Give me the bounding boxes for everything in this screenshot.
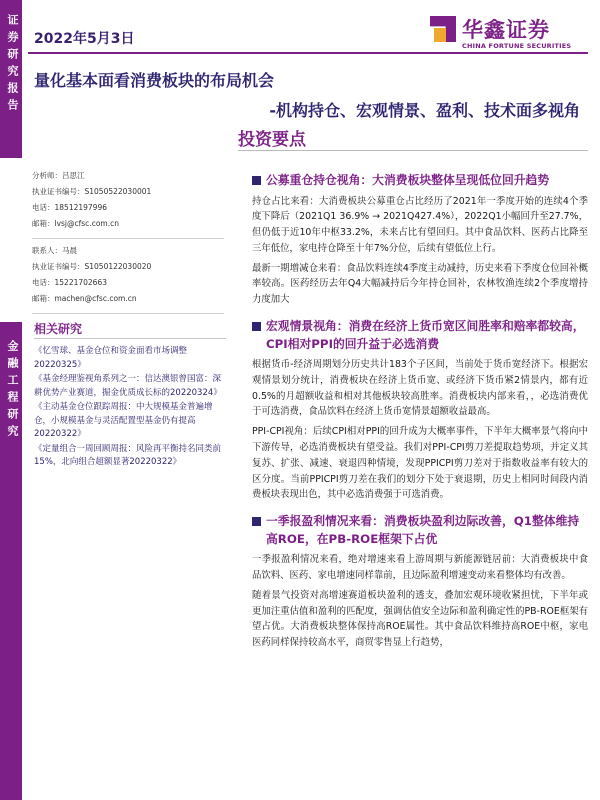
contact-cert: 执业证书编号：S1050122030020: [32, 262, 152, 271]
body-paragraph: 持仓占比来看：大消费板块公募重仓占比经历了2021年一季度开始的连续4个季度下降后（2021Q1 36.9% → 2021Q427.4%），2022Q1小幅回升至27.7%，但仍低于近10年中枢33.2%，未来占比有望回归。其中食品饮料、医药占比降至三年低位，家电持仓降至十年7%分位，后续有望低位上行。: [252, 195, 588, 254]
contact-name: 联系人：马晨: [32, 246, 77, 255]
related-research-list: [34, 345, 226, 471]
contact-email[interactable]: 邮箱：machen@cfsc.com.cn: [32, 294, 137, 303]
contact-card: [32, 243, 224, 307]
report-date: 2022年5月3日: [34, 31, 135, 47]
block-heading: [252, 513, 588, 548]
analyst-email[interactable]: 邮箱：lvsj@cfsc.com.cn: [32, 219, 119, 228]
analyst-phone: 电话：18512197996: [32, 203, 107, 212]
report-title: 量化基本面看消费板块的布局机会: [34, 71, 275, 90]
block-heading-text: 公募重仓持仓视角：大消费板块整体呈现低位回升趋势: [266, 173, 550, 187]
section-divider: [238, 150, 588, 151]
related-research-divider: [34, 338, 226, 339]
related-research-item[interactable]: 《基金经理鉴视角系列之一：信达澳银曾国富：深耕优势产业赛道，掘金优质成长标的20220324》: [34, 374, 222, 398]
body-paragraph: PPI-CPI视角：后续CPI相对PPI的回升成为大概率事件，下半年大概率景气将向中下游传导，必选消费板块有望受益。我们对PPI-CPI剪刀差提取趋势项，并定义其复苏、扩张、减速、衰退四种情境，发现PPICPI剪刀差对于指数收益率有较大的区分度。当前PPICPI剪刀差在我们的划分下处于衰退期，历史上相同时间段内消费板块表现出色，其中必选消费强于可选消费。: [252, 426, 588, 501]
section-heading: 投资要点: [238, 130, 306, 150]
analyst-card: [32, 168, 224, 232]
report-subtitle: -机构持仓、宏观情景、盈利、技术面多视角: [269, 101, 580, 120]
body-paragraph: 一季报盈利情况来看，绝对增速来看上游周期与新能源链居前：大消费板块中食品饮料、医药、家电增速同样靠前，且边际盈利增速变动来看整体均有改善。: [252, 554, 588, 582]
analyst-separator-bottom: [32, 313, 224, 314]
company-logo: [430, 14, 590, 54]
body-paragraph: 根据货币-经济周期划分历史共计183个子区间，当前处于货币宽经济下。根据宏观情景划分统计，消费板块在经济上货币宽、或经济下货币紧2情景内，都有近0.5%的月超额收益和相对其他板块较高胜率。消费板块内部来看，，必选消费优于可选消费，食品饮料在经济上货币宽情景超额收益最高。: [252, 359, 588, 418]
body-paragraph: 随着景气投资对高增速赛道板块盈利的透支，叠加宏观环境收紧担忧，下半年或更加注重估值和盈利的匹配度，强调估值安全边际和盈利确定性的PB-ROE框架有望占优。大消费板块整体保持高ROE属性。其中食品饮料维持高ROE中枢，家电医药同样保持较高水平，商贸零售显上行趋势，: [252, 589, 588, 649]
related-research-item[interactable]: 《定量组合一周回顾周报：风险再平衡持名同类前15%，北向组合超额显著20220322》: [34, 443, 222, 467]
related-research-item[interactable]: 《忆雪球、基金仓位和资金面看市场调整20220325》: [34, 346, 188, 370]
analyst-separator: [32, 238, 224, 239]
contact-phone: 电话：15221702663: [32, 278, 107, 287]
block-heading: [252, 318, 588, 353]
side-band-top-label: 证券研究报告: [6, 14, 19, 116]
left-side-band: [0, 0, 22, 800]
block-heading-text: 宏观情景视角：消费在经济上货币宽区间胜率和赔率都较高，CPI相对PPI的回升益于必选消费: [266, 319, 585, 351]
bullet-square-icon: [252, 176, 261, 185]
block-heading-text: 一季报盈利情况来看：消费板块盈利边际改善，Q1整体维持高ROE，在PB-ROE框架下占优: [266, 514, 580, 546]
related-research-title: 相关研究: [34, 322, 83, 336]
body-paragraph: 最新一期增减仓来看：食品饮料连续4季度主动减持，历史来看下季度仓位回补概率较高。医药经历去年Q4大幅减持后今年持仓回补，农林牧渔连续2个季度增持力度加大: [252, 262, 588, 306]
logo-chinese-name: 华鑫证券: [462, 18, 550, 42]
analyst-sidebar: [32, 168, 224, 318]
bullet-square-icon: [252, 322, 261, 331]
header-divider: [28, 52, 588, 54]
analyst-name: 分析师：吕思江: [32, 171, 85, 180]
block-heading: [252, 172, 588, 190]
main-content: [252, 172, 588, 655]
logo-accent-icon: [434, 28, 446, 42]
side-band-bottom-label: 金融工程研究: [6, 340, 19, 442]
related-research-item[interactable]: 《主动基金仓位跟踪周报：中大规模基金普遍增仓，小规模基金与灵活配置型基金仍有提高20220322》: [34, 402, 213, 439]
bullet-square-icon: [252, 517, 261, 526]
logo-english-name: CHINA FORTUNE SECURITIES: [462, 42, 572, 50]
analyst-cert: 执业证书编号：S1050522030001: [32, 187, 152, 196]
